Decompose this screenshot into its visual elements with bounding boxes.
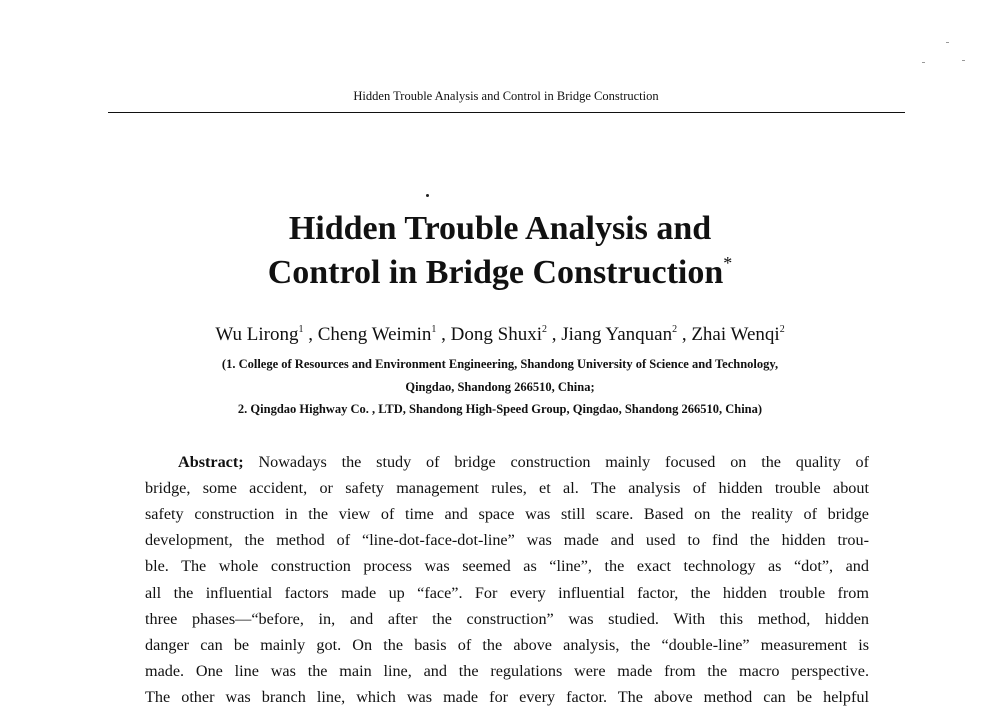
abstract-line xyxy=(145,505,869,524)
abstract-text: Nowadays the study of bridge construction mainly focused on the quality of xyxy=(258,453,870,471)
abstract-line xyxy=(145,610,869,629)
abstract-line xyxy=(145,479,869,498)
abstract-line xyxy=(145,584,869,603)
affiliation-mark: 2 xyxy=(672,324,678,335)
abstract-line xyxy=(145,557,869,576)
affiliation-mark: 2 xyxy=(779,324,785,335)
abstract-label: Abstract; xyxy=(178,453,244,471)
abstract-text: ble. The whole construction process was seemed as “line”, the exact technology as “dot”, and xyxy=(145,557,869,576)
affiliation-mark: 2 xyxy=(541,324,547,335)
abstract-line xyxy=(145,688,869,707)
affiliation: (1. College of Resources and Environment Engineering, Shandong University of Science and Technology, xyxy=(221,357,779,371)
author-name: Jiang Yanquan xyxy=(561,324,673,345)
abstract-line xyxy=(145,662,869,681)
speck xyxy=(962,60,965,61)
paper-title-line-2 xyxy=(0,253,1000,292)
abstract-text: safety construction in the view of time and space was still scare. Based on the reality of bridge xyxy=(145,505,869,524)
running-head: Hidden Trouble Analysis and Control in Bridge Construction xyxy=(353,89,659,103)
abstract-text: three phases—“before, in, and after the construction” was studied. With this method, hidden xyxy=(145,609,869,628)
stray-dot xyxy=(426,194,429,197)
speck xyxy=(922,62,925,63)
abstract-text: development, the method of “line-dot-face-dot-line” was made and used to find the hidden trou- xyxy=(145,531,869,550)
author-name: Zhai Wenqi xyxy=(691,324,780,345)
author-name: Wu Lirong xyxy=(215,324,299,345)
abstract-line xyxy=(178,453,869,472)
abstract-text: danger can be mainly got. On the basis of the above analysis, the “double-line” measurement is xyxy=(145,635,869,654)
abstract-line xyxy=(145,636,869,655)
affiliation: 2. Qingdao Highway Co. , LTD, Shandong High-Speed Group, Qingdao, Shandong 266510, China) xyxy=(237,402,763,416)
speck xyxy=(946,42,949,43)
abstract-text: made. One line was the main line, and the regulations were made from the macro perspective. xyxy=(145,661,869,680)
affiliation: Qingdao, Shandong 266510, China; xyxy=(405,380,595,394)
abstract-text: bridge, some accident, or safety management rules, et al. The analysis of hidden trouble about xyxy=(145,479,869,498)
abstract-text: all the influential factors made up “face”. For every influential factor, the hidden trouble from xyxy=(145,583,869,602)
title-text: Control in Bridge Construction xyxy=(267,254,724,291)
affiliation-mark: 1 xyxy=(431,324,437,335)
abstract-line xyxy=(145,531,869,550)
abstract-text: The other was branch line, which was made for every factor. The above method can be helpful xyxy=(145,687,869,706)
author-name: Cheng Weimin xyxy=(317,324,432,345)
author-name: Dong Shuxi xyxy=(450,324,542,345)
paper-title-line-1: Hidden Trouble Analysis and xyxy=(288,210,712,247)
affiliation-mark: 1 xyxy=(298,324,304,335)
header-rule xyxy=(108,112,905,113)
footnote-mark: * xyxy=(723,253,733,273)
author-list: Wu Lirong$^1$ , Cheng Weimin$^1$ , Dong Shuxi$^2$ , Jiang Yanquan$^2$ , Zhai Wenqi$^2$ xyxy=(215,324,785,345)
